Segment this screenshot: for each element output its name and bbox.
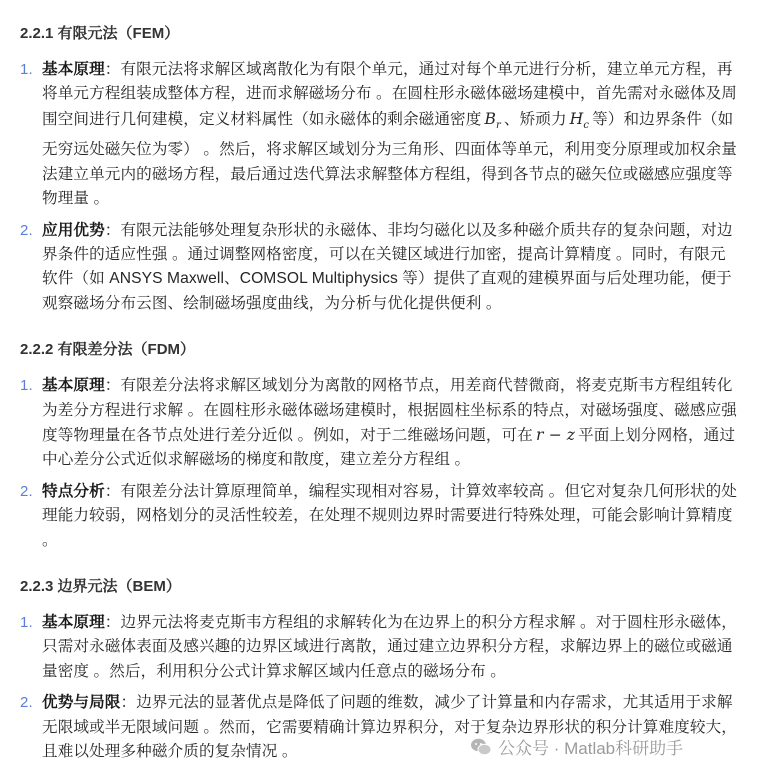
separator: ： bbox=[104, 221, 121, 239]
list-number: 1. bbox=[20, 614, 33, 632]
section-heading-bem: 2.2.3 边界元法（BEM） bbox=[20, 578, 181, 596]
item-label: 特点分析 bbox=[42, 482, 105, 500]
item-text: 边界元法的显著优点是降低了问题的维数，减少了计算量和内存需求，尤其适用于求解无限域或半无限域问题 。然而，它需要精确计算边界积分，对于复杂边界形状的积分计算难度较大，且难以处理多种磁介质的复杂情况 。 bbox=[42, 694, 737, 761]
item-text: 平面上划分网格，通过中心差分公式近似求解磁场的梯度和散度，建立差分方程组 。 bbox=[42, 426, 736, 469]
separator: ： bbox=[104, 614, 121, 632]
fdm-list bbox=[20, 374, 738, 553]
list-number: 2. bbox=[20, 482, 33, 500]
item-label: 基本原理 bbox=[42, 61, 105, 78]
math-br: $B_r$ bbox=[484, 109, 501, 131]
separator: ： bbox=[104, 482, 121, 500]
item-text: 有限差分法计算原理简单，编程实现相对容易，计算效率较高 。但它对复杂几何形状的处理能力较弱，网格划分的灵活性较差，在处理不规则边界时需要进行特殊处理，可能会影响计算精度 。 bbox=[42, 482, 737, 549]
item-text: 、矫顽力 bbox=[503, 110, 567, 128]
section-heading-fdm: 2.2.2 有限差分法（FDM） bbox=[20, 341, 196, 359]
list-number: 2. bbox=[20, 694, 33, 712]
item-text: 边界元法将麦克斯韦方程组的求解转化为在边界上的积分方程求解 。对于圆柱形永磁体，只需对永磁体表面及感兴趣的边界区域进行离散，通过建立边界积分方程，求解边界上的磁位或磁通量密度 。然后，利用积分公式计算求解区域内任意点的磁场分布 。 bbox=[42, 614, 737, 680]
item-text: 有限元法能够处理复杂形状的永磁体、非均匀磁化以及多种磁介质共存的复杂问题，对边界条件的适应性强 。通过调整网格密度，可以在关键区域进行加密，提高计算精度 。同时，有限元软件（如 ANSYS Maxwell、COMSOL Multiphysics 等）提供了直观的建模界面与后处理功能，便于观察磁场分布云图、绘制磁场强度曲线，为分析与优化提供便利 。 bbox=[42, 221, 733, 312]
list-number: 1. bbox=[20, 61, 33, 78]
item-text: 有限元法将求解区域离散化为有限个单元，通过对每个单元进行分析，建立单元方程，再将单元方程组装成整体方程，进而求解磁场分布 。在圆柱形永磁体磁场建模中，首先需对永磁体及周围空间进行几何建模，定义材料属性（如永磁体的剩余磁通密度 bbox=[42, 61, 737, 128]
math-hc: $H_c$ bbox=[569, 109, 590, 131]
item-text: 有限差分法将求解区域划分为离散的网格节点，用差商代替微商，将麦克斯韦方程组转化为差分方程进行求解 。在圆柱形永磁体磁场建模时，根据圆柱坐标系的特点，对磁场强度、磁感应强度等物理量在各节点处进行差分近似 。例如，对于二维磁场问题，可在 bbox=[42, 377, 737, 444]
separator: ： bbox=[120, 694, 137, 712]
separator: ： bbox=[104, 61, 121, 78]
list-item bbox=[20, 611, 738, 684]
item-label: 基本原理 bbox=[42, 377, 105, 395]
item-text: 等）和边界条件（如无穷远处磁矢位为零） 。然后，将求解区域划分为三角形、四面体等单元，利用变分原理或加权余量法建立单元内的磁场方程，最后通过迭代算法求解整体方程组，得到各节点的磁矢位或磁感应强度等物理量 。 bbox=[42, 110, 737, 208]
item-label: 优势与局限 bbox=[42, 694, 121, 712]
list-number: 1. bbox=[20, 377, 33, 395]
fem-list bbox=[20, 58, 738, 316]
separator: ： bbox=[104, 377, 121, 395]
watermark bbox=[470, 734, 683, 759]
wechat-icon bbox=[470, 737, 492, 757]
list-number: 2. bbox=[20, 221, 33, 239]
watermark-text: 公众号 · Matlab科研助手 bbox=[498, 739, 684, 758]
document bbox=[20, 22, 738, 771]
list-item bbox=[20, 58, 738, 212]
item-label: 应用优势 bbox=[42, 221, 105, 239]
item-label: 基本原理 bbox=[42, 614, 105, 632]
list-item bbox=[20, 480, 738, 553]
section-heading-fem: 2.2.1 有限元法（FEM） bbox=[20, 25, 180, 42]
list-item bbox=[20, 219, 738, 317]
math-r-z: r − z bbox=[535, 425, 576, 444]
list-item bbox=[20, 374, 738, 473]
